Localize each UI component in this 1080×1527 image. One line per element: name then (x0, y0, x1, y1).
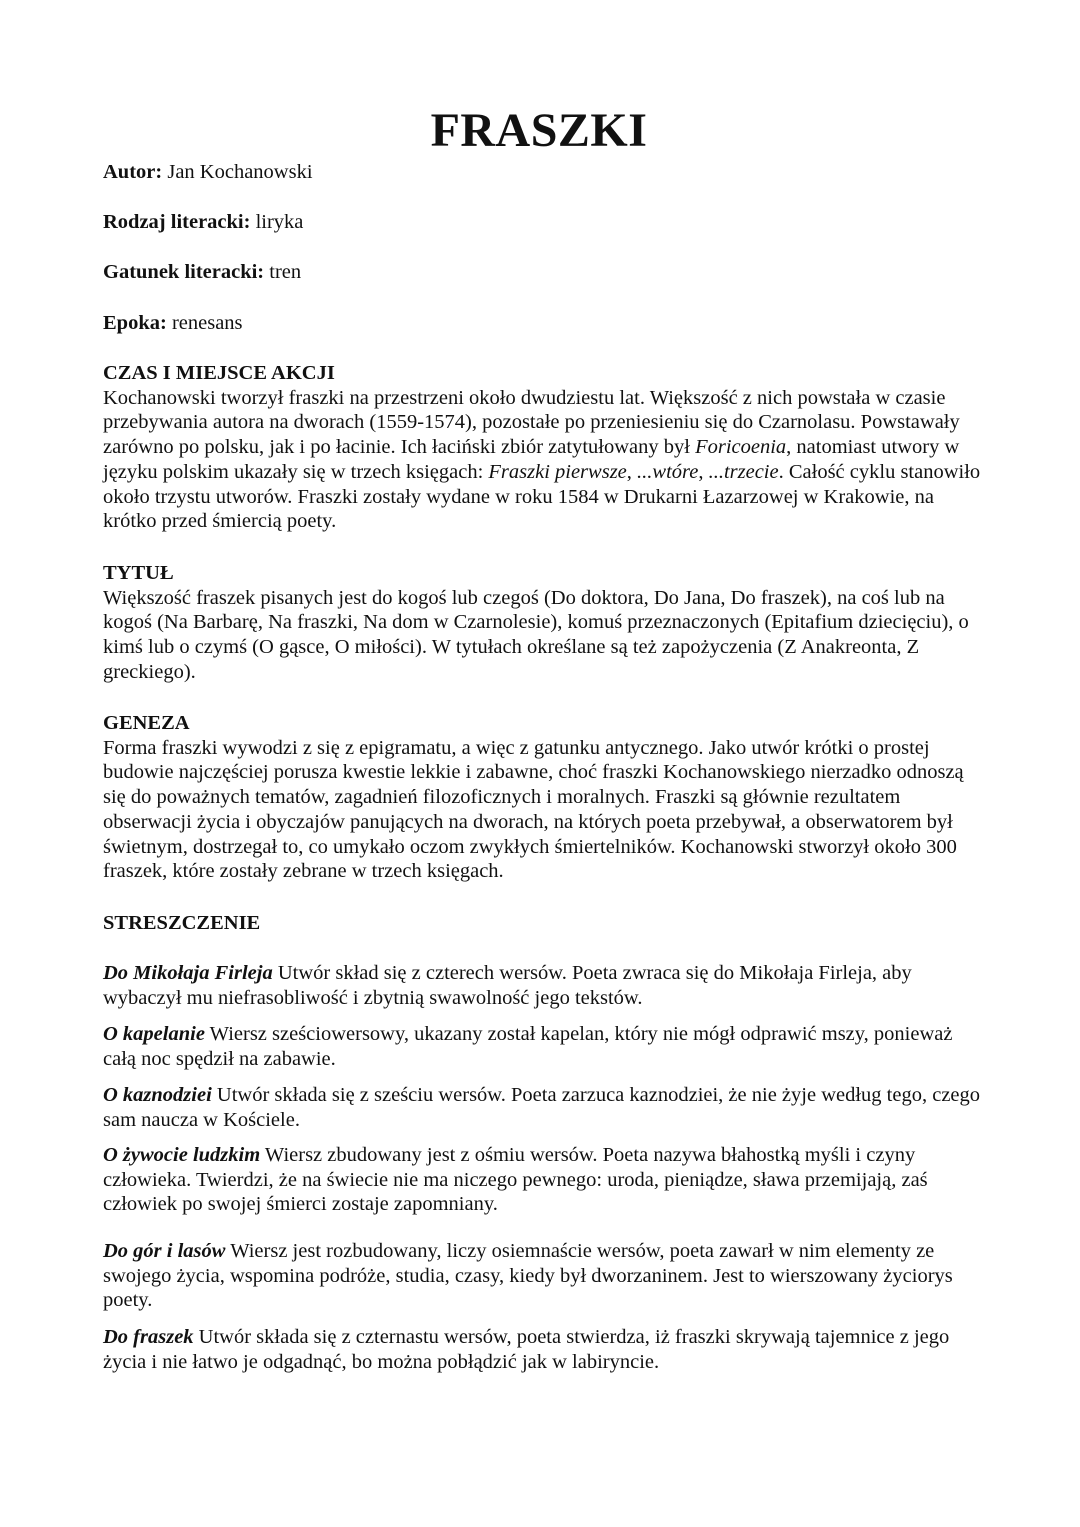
section-heading: GENEZA (103, 712, 190, 734)
summary-entry (103, 1143, 983, 1217)
entry-title: Do Mikołaja Firleja (103, 962, 273, 984)
meta-epoch (103, 311, 243, 335)
section-genesis (103, 711, 983, 884)
entry-title: Do gór i lasów (103, 1240, 226, 1262)
meta-genre-kind (103, 210, 303, 234)
text-run: , (698, 460, 709, 483)
entry-text: Wiersz jest rozbudowany, liczy osiemnaście wersów, poeta zawarł w nim elementy ze swojego życia, wspomina podróże, studia, czasy, kiedy był dworzaninem. Jest to wierszowany życiorys poety. (103, 1240, 953, 1312)
section-body: Większość fraszek pisanych jest do kogoś lub czegoś (Do doktora, Do Jana, Do fraszek), na coś lub na kogoś (Na Barbarę, Na fraszki, Na dom w Czarnolesie), komuś przeznaczonych (Epitafium dziecięciu), o kimś lub o czymś (O gąsce, O miłości). W tytułach określane są też zapożyczenia (Z Anakreonta, Z greckiego). (103, 586, 969, 683)
section-body (103, 386, 983, 534)
meta-label: Rodzaj literacki: (103, 211, 251, 233)
text-run: , (626, 460, 638, 483)
italic-title: Foricoenia (695, 436, 787, 459)
entry-title: Do fraszek (103, 1326, 194, 1348)
meta-label: Autor: (103, 161, 163, 183)
entry-text: Utwór skład się z czterech wersów. Poeta zwraca się do Mikołaja Firleja, aby wybaczył mu niefrasobliwość i zbytnią swawolność jego tekstów. (103, 962, 912, 1009)
meta-label: Gatunek literacki: (103, 261, 265, 283)
italic-title: ...wtóre (637, 460, 699, 483)
summary-entry (103, 1239, 983, 1313)
meta-value: tren (264, 261, 302, 283)
section-heading: CZAS I MIEJSCE AKCJI (103, 362, 335, 384)
italic-title: Fraszki pierwsze (488, 460, 627, 483)
document-title: FRASZKI (430, 104, 648, 157)
section-title (103, 561, 983, 685)
meta-value: renesans (166, 312, 243, 334)
meta-value: Jan Kochanowski (162, 161, 313, 183)
meta-genre (103, 260, 301, 284)
text-run: , natomiast utwory w języku polskim ukazały się w trzech księgach: (103, 436, 960, 483)
section-summary (103, 911, 983, 936)
section-body: Forma fraszki wywodzi z się z epigramatu, a więc z gatunku antycznego. Jako utwór krótki o prostej budowie najczęściej porusza kwestie lekkie i zabawne, choć fraszki Kochanowskiego nierzadko odnoszą się do poważnych tematów, zagadnień filozoficznych i moralnych. Fraszki są głównie rezultatem obserwacji życia i obyczajów panujących na dworach, na których poeta przebywał, a obserwatorem był świetnym, dostrzegał to, co umykało oczom zwykłych śmiertelników. Kochanowski stworzył około 300 fraszek, które zostały zebrane w trzech księgach. (103, 736, 964, 883)
meta-label: Epoka: (103, 312, 167, 334)
entry-text: Wiersz zbudowany jest z ośmiu wersów. Poeta nazywa błahostką myśli i czyny człowieka. Twierdzi, że na świecie nie ma niczego pewnego: uroda, pieniądze, sława przemijają, zaś człowiek po swojej śmierci zostaje zapomniany. (103, 1144, 928, 1216)
entry-text: Utwór składa się z sześciu wersów. Poeta zarzuca kaznodziei, że nie żyje według tego, czego sam naucza w Kościele. (103, 1084, 981, 1131)
entry-title: O kapelanie (103, 1023, 205, 1045)
entry-title: O kaznodziei (103, 1084, 212, 1106)
text-run: Kochanowski tworzył fraszki na przestrzeni około dwudziestu lat. Większość z nich powstała w czasie przebywania autora na dworach (1559-1574), pozostałe po przeniesieniu się do Czarnolasu. Powstawały zarówno po polsku, jak i po łacinie. Ich łaciński zbiór zatytułowany był (103, 386, 960, 459)
entry-text: Wiersz sześciowersowy, ukazany został kapelan, który nie mógł odprawić mszy, ponieważ całą noc spędził na zabawie. (103, 1023, 953, 1070)
section-heading: TYTUŁ (103, 562, 174, 584)
section-heading: STRESZCZENIE (103, 912, 261, 934)
entry-title: O żywocie ludzkim (103, 1144, 261, 1166)
summary-entry (103, 1022, 983, 1071)
entry-text: Utwór składa się z czternastu wersów, poeta stwierdza, iż fraszki skrywają tajemnice z jego życia i nie łatwo je odgadnąć, bo można pobłądzić jak w labiryncie. (103, 1326, 950, 1373)
summary-entry (103, 1325, 983, 1374)
summary-entry (103, 1083, 983, 1132)
summary-entry (103, 961, 983, 1010)
italic-title: ...trzecie (708, 460, 779, 483)
section-time-place (103, 361, 983, 534)
meta-value: liryka (250, 211, 304, 233)
meta-author (103, 160, 313, 184)
text-run: . Całość cyklu stanowiło około trzystu utworów. Fraszki zostały wydane w roku 1584 w Drukarni Łazarzowej w Krakowie, na krótko przed śmiercią poety. (103, 460, 981, 533)
